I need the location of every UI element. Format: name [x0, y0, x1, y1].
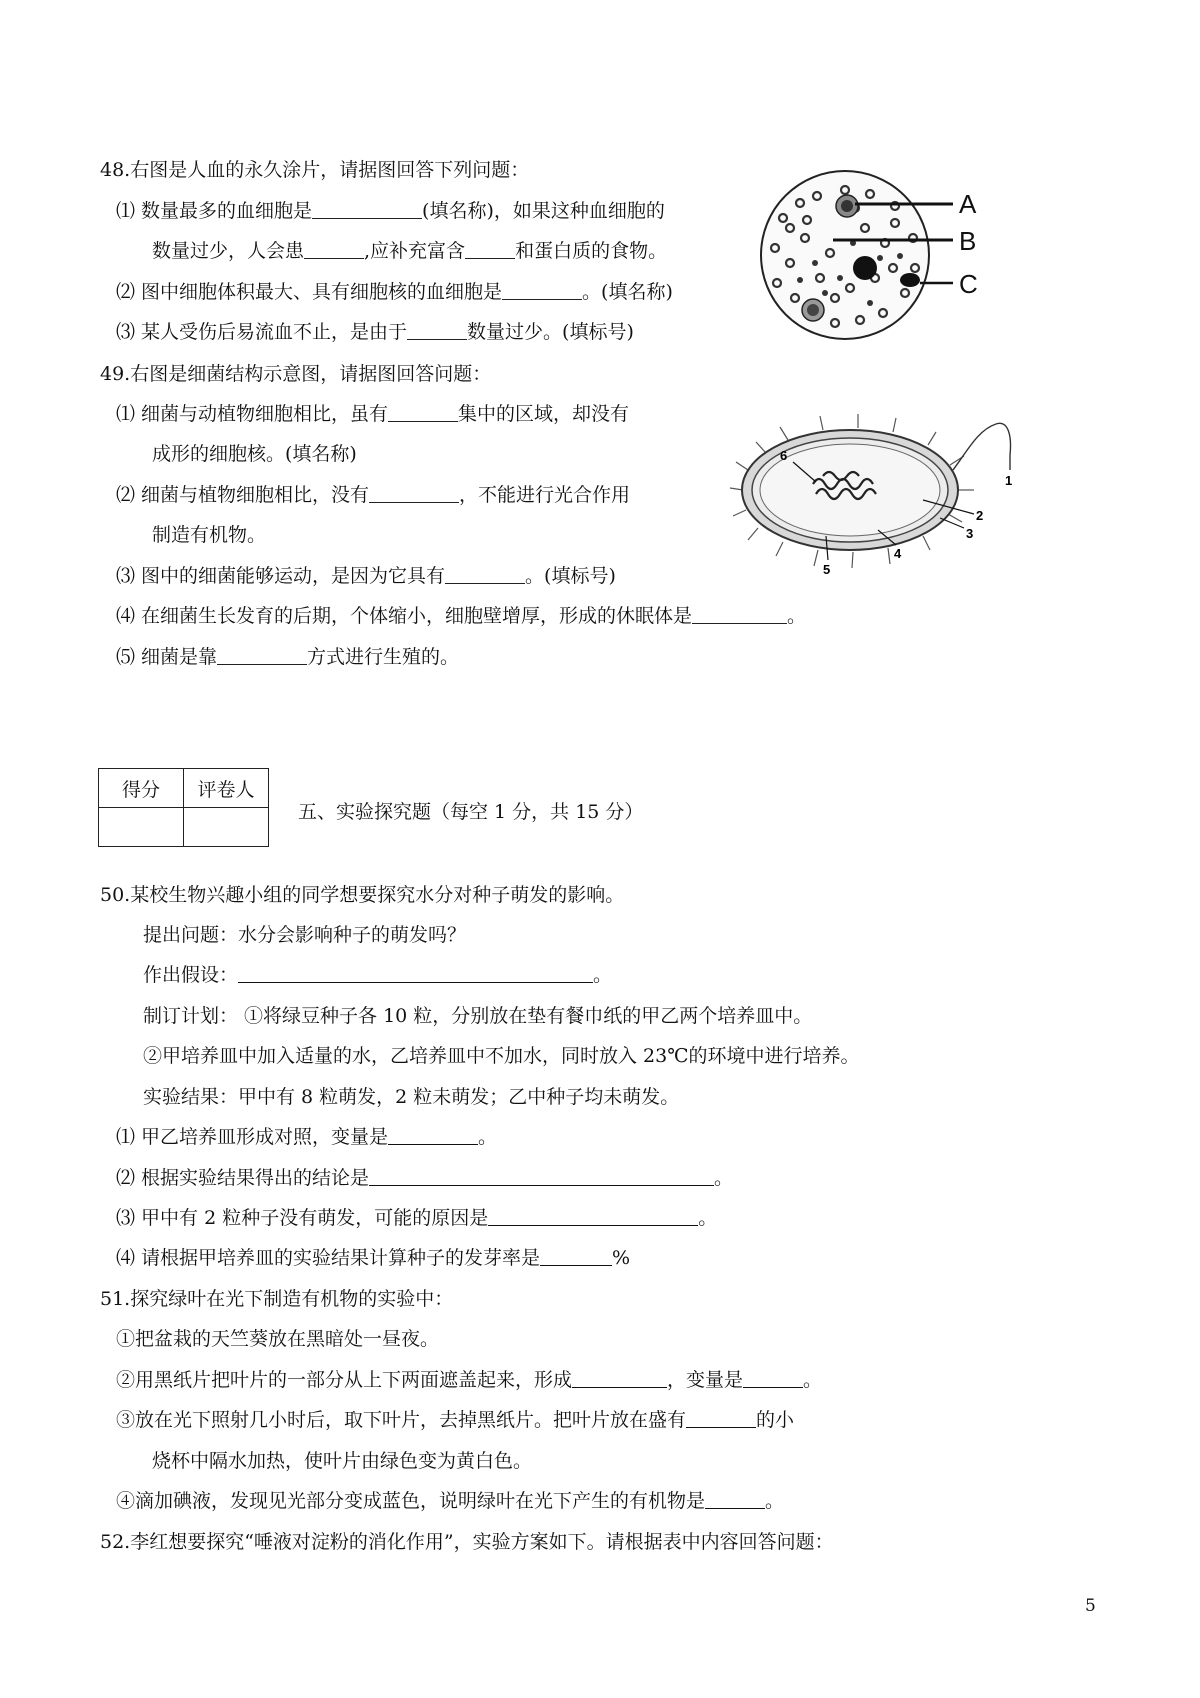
score-table	[98, 768, 269, 847]
bacteria-label-5: 5	[823, 562, 831, 577]
q48-p3a: ⑶ 某人受伤后易流血不止，是由于	[116, 321, 408, 343]
q50-plan2: ②甲培养皿中加入适量的水，乙培养皿中不加水，同时放入 23℃的环境中进行培养。	[143, 1045, 860, 1067]
answer-blank[interactable]	[572, 1369, 667, 1388]
section5-title: 五、实验探究题（每空 1 分，共 15 分）	[298, 801, 644, 823]
answer-blank[interactable]	[705, 1490, 765, 1509]
q49-p3a: ⑶ 图中的细菌能够运动，是因为它具有	[116, 565, 446, 587]
q48-p1e: 和蛋白质的食物。	[515, 240, 668, 262]
answer-blank[interactable]	[686, 1409, 756, 1428]
q51-step1: ①把盆栽的天竺葵放在黑暗处一昼夜。	[116, 1328, 440, 1350]
q48-p1a: ⑴ 数量最多的血细胞是	[116, 200, 313, 222]
bacteria-label-6: 6	[780, 448, 788, 463]
answer-blank[interactable]	[445, 565, 525, 584]
answer-blank[interactable]	[692, 605, 787, 624]
answer-blank[interactable]	[238, 964, 593, 983]
q50-part4	[116, 1246, 630, 1270]
q49-part1-line1	[116, 402, 629, 426]
label-a: A	[959, 189, 977, 219]
answer-blank[interactable]	[502, 281, 582, 300]
answer-blank[interactable]	[540, 1247, 612, 1266]
q48-p3b: 数量过少。(填标号)	[467, 321, 634, 343]
q49-p1b: 集中的区域，却没有	[458, 403, 630, 425]
q49-part4	[116, 604, 806, 628]
q50-stem: 50.某校生物兴趣小组的同学想要探究水分对种子萌发的影响。	[100, 884, 625, 906]
q50-p2b: 。	[714, 1167, 734, 1189]
q48-part1-line1	[116, 199, 665, 223]
q50-question: 提出问题：水分会影响种子的萌发吗？	[143, 924, 467, 946]
answer-blank[interactable]	[488, 1207, 698, 1226]
q49-part5	[116, 645, 459, 669]
q50-p4b: %	[612, 1247, 631, 1269]
q49-p3b: 。(填标号)	[525, 565, 616, 587]
q49-p2b: ，不能进行光合作用	[459, 484, 631, 506]
q51-step3	[116, 1408, 794, 1432]
q49-p4a: ⑷ 在细菌生长发育的后期，个体缩小，细胞壁增厚，形成的休眠体是	[116, 605, 693, 627]
q48-p1b: (填名称)，如果这种血细胞的	[422, 200, 665, 222]
q50-p1a: ⑴ 甲乙培养皿形成对照，变量是	[116, 1126, 389, 1148]
q50-hypothesis-end: 。	[593, 964, 613, 986]
q52-stem: 52.李红想要探究“唾液对淀粉的消化作用”，实验方案如下。请根据表中内容回答问题：	[100, 1531, 834, 1553]
q49-p5b: 方式进行生殖的。	[307, 646, 460, 668]
q48-stem: 48.右图是人血的永久涂片，请据图回答下列问题：	[100, 159, 530, 181]
q48-p1c: 数量过少，人会患	[152, 240, 305, 262]
answer-blank[interactable]	[312, 200, 422, 219]
q48-part3	[116, 320, 634, 344]
grader-header: 评卷人	[184, 769, 269, 808]
q51-s2c: 。	[803, 1369, 823, 1391]
score-cell[interactable]	[99, 808, 184, 847]
q50-part1	[116, 1125, 497, 1149]
bacteria-label-4: 4	[894, 546, 902, 561]
page-number: 5	[1085, 1596, 1096, 1616]
answer-blank[interactable]	[388, 1126, 478, 1145]
q49-p2c: 制造有机物。	[152, 524, 267, 546]
q50-plan1: 制订计划： ①将绿豆种子各 10 粒，分别放在垫有餐巾纸的甲乙两个培养皿中。	[143, 1005, 813, 1027]
q50-p1b: 。	[478, 1126, 498, 1148]
q51-s4a: ④滴加碘液，发现见光部分变成蓝色，说明绿叶在光下产生的有机物是	[116, 1490, 706, 1512]
q51-s4b: 。	[765, 1490, 785, 1512]
q49-stem: 49.右图是细菌结构示意图，请据图回答问题：	[100, 363, 492, 385]
q50-hypothesis-label: 作出假设：	[143, 964, 239, 986]
q49-part2-line1	[116, 483, 630, 507]
q48-p2b: 。(填名称)	[582, 281, 673, 303]
answer-blank[interactable]	[465, 240, 515, 259]
q49-p5a: ⑸ 细菌是靠	[116, 646, 218, 668]
q50-p2a: ⑵ 根据实验结果得出的结论是	[116, 1167, 370, 1189]
bacteria-label-3: 3	[966, 526, 974, 541]
bacteria-label-1: 1	[1005, 473, 1013, 488]
q51-s3a: ③放在光下照射几小时后，取下叶片，去掉黑纸片。把叶片放在盛有	[116, 1409, 687, 1431]
q49-p4b: 。	[787, 605, 807, 627]
q48-p1d: ,应补充富含	[364, 240, 466, 262]
answer-blank[interactable]	[304, 240, 364, 259]
q50-hypothesis	[143, 963, 612, 987]
answer-blank[interactable]	[407, 321, 467, 340]
bacterium-figure	[728, 410, 1018, 580]
blood-smear-figure	[755, 168, 990, 346]
q50-p3a: ⑶ 甲中有 2 粒种子没有萌发，可能的原因是	[116, 1207, 489, 1229]
q51-s2b: ，变量是	[667, 1369, 744, 1391]
answer-blank[interactable]	[369, 1167, 714, 1186]
q51-s3c: 烧杯中隔水加热，使叶片由绿色变为黄白色。	[152, 1450, 533, 1472]
q49-part3	[116, 564, 616, 588]
q50-part2	[116, 1166, 733, 1190]
q51-s3b: 的小	[756, 1409, 795, 1431]
q51-s2a: ②用黑纸片把叶片的一部分从上下两面遮盖起来，形成	[116, 1369, 573, 1391]
q50-part3	[116, 1206, 717, 1230]
q50-result: 实验结果：甲中有 8 粒萌发，2 粒未萌发；乙中种子均未萌发。	[143, 1086, 680, 1108]
q51-step4	[116, 1489, 784, 1513]
answer-blank[interactable]	[217, 646, 307, 665]
q49-p1c: 成形的细胞核。(填名称)	[152, 443, 357, 465]
q51-stem: 51.探究绿叶在光下制造有机物的实验中：	[100, 1288, 454, 1310]
q49-p1a: ⑴ 细菌与动植物细胞相比，虽有	[116, 403, 389, 425]
grader-cell[interactable]	[184, 808, 269, 847]
label-c: C	[959, 269, 978, 299]
q50-p4a: ⑷ 请根据甲培养皿的实验结果计算种子的发芽率是	[116, 1247, 541, 1269]
answer-blank[interactable]	[369, 484, 459, 503]
label-b: B	[959, 226, 977, 256]
q50-p3b: 。	[698, 1207, 718, 1229]
answer-blank[interactable]	[743, 1369, 803, 1388]
q51-step2	[116, 1368, 822, 1392]
q48-part1-line2	[152, 239, 667, 263]
q49-p2a: ⑵ 细菌与植物细胞相比，没有	[116, 484, 370, 506]
score-header: 得分	[99, 769, 184, 808]
q48-p2a: ⑵ 图中细胞体积最大、具有细胞核的血细胞是	[116, 281, 503, 303]
q48-part2	[116, 280, 673, 304]
answer-blank[interactable]	[388, 403, 458, 422]
bacteria-label-2: 2	[976, 508, 984, 523]
